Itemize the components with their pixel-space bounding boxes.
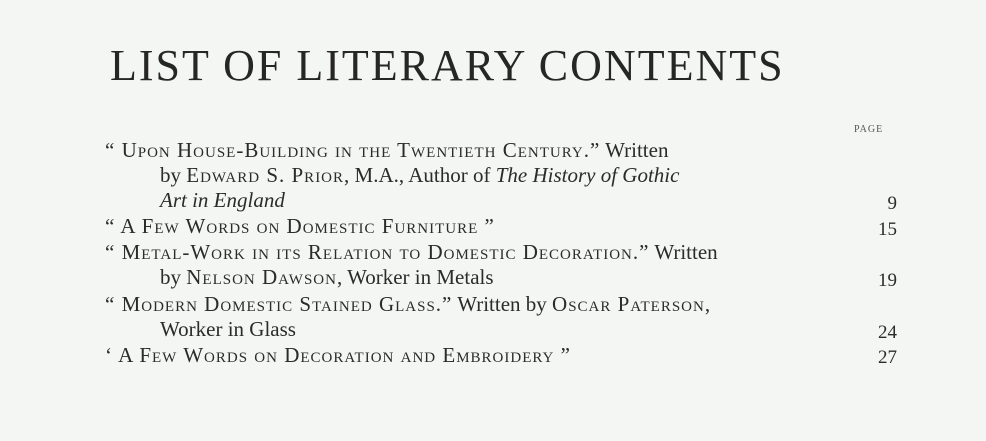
entry-line [105,138,895,163]
book-title: The History of Gothic [495,163,680,187]
entry-text: by [160,163,187,187]
author-name: Edward S. Prior [186,163,345,187]
entry-text: Worker in Glass [160,317,296,341]
entry-line [105,343,895,368]
entry-text: Written [649,240,718,264]
contents-entry [105,214,895,239]
entry-title: “ Modern Domestic Stained Glass.” [105,292,453,316]
entry-line [105,188,895,213]
contents-entry [105,240,895,290]
entry-text: , M.A., Author of [344,163,496,187]
contents-entry [105,292,895,342]
entry-text: Written [600,138,669,162]
page-number: 15 [878,219,897,240]
page-number: 24 [878,322,897,343]
contents-entry [105,138,895,213]
contents-entry [105,343,895,368]
author-name: Oscar Paterson [552,292,705,316]
author-name: Nelson Dawson [186,265,337,289]
entry-text: , [704,292,711,316]
entry-title: “ A Few Words on Domestic Furniture ” [105,214,495,238]
entry-title: “ Metal-Work in its Relation to Domestic Decoration.” [105,240,650,264]
entry-line [105,265,895,290]
entry-line [105,317,895,342]
entry-line [105,292,895,317]
entry-text: Written by [452,292,553,316]
book-title: Art in England [160,188,285,212]
page-column-label: PAGE [854,124,884,135]
entry-title: “ Upon House-Building in the Twentieth Century.” [105,138,601,162]
entry-title: ‘ A Few Words on Decoration and Embroidery ” [105,343,571,367]
page-number: 27 [878,347,897,368]
entry-text: by [160,265,187,289]
page-title: LIST OF LITERARY CONTENTS [110,41,785,90]
entry-line [105,214,895,239]
entry-text: , Worker in Metals [336,265,494,289]
entry-line [105,240,895,265]
page-number: 9 [887,193,897,214]
entry-line [105,163,895,188]
page-number: 19 [878,270,897,291]
